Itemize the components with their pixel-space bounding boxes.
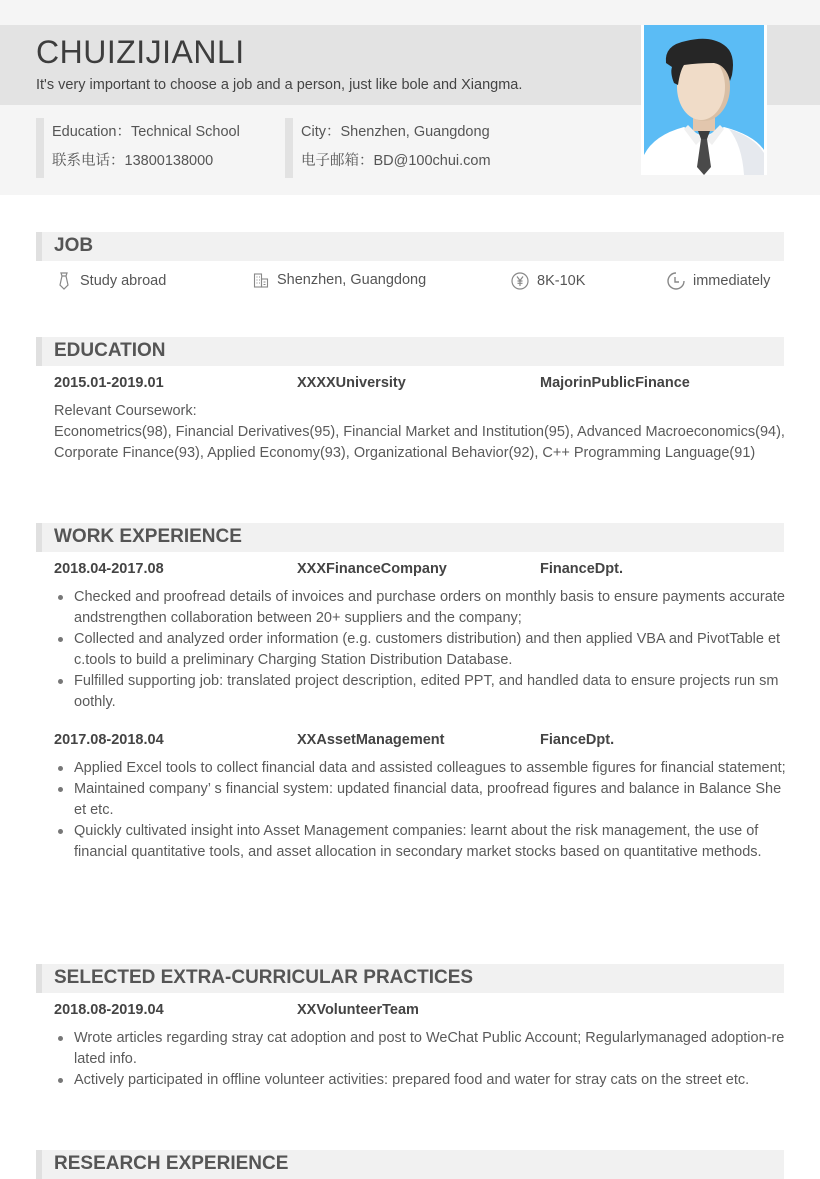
- avatar-icon: [644, 25, 764, 175]
- bullet-item: Quickly cultivated insight into Asset Management companies: learnt about the risk management, the use of financial quantitative tools, and asset allocation in secondary market stocks based on quantitative methods.: [54, 821, 786, 863]
- education-info: Education：Technical School: [52, 124, 240, 140]
- education-entry-header: [54, 375, 784, 397]
- section-practices-header: [36, 964, 784, 993]
- entry-major: MajorinPublicFinance: [540, 375, 690, 391]
- info-column-right: [285, 118, 491, 178]
- section-title: JOB: [54, 235, 94, 256]
- section-education-header: [36, 337, 784, 366]
- bullet-item: Checked and proofread details of invoices and purchase orders on monthly basis to ensure payments accurate andstrengthen collaboration between 20+ suppliers and the company;: [54, 587, 786, 629]
- work-entry-header: [54, 561, 784, 583]
- entry-date: 2017.08-2018.04: [54, 732, 164, 748]
- email-info[interactable]: 电子邮箱：BD@100chui.com: [301, 153, 491, 169]
- section-title: WORK EXPERIENCE: [54, 526, 242, 547]
- practice-entry-bullets: [54, 1028, 786, 1091]
- entry-company: XXXFinanceCompany: [297, 561, 447, 577]
- clock-icon: [667, 272, 685, 290]
- section-job-header: [36, 232, 784, 261]
- section-research-header: [36, 1150, 784, 1179]
- bullet-item: Fulfilled supporting job: translated project description, edited PPT, and handled data to ensure projects run smoothly.: [54, 671, 786, 713]
- job-availability-label: immediately: [693, 273, 771, 289]
- resume-name: CHUIZIJIANLI: [36, 34, 245, 70]
- job-location: [253, 272, 426, 288]
- coursework-list: Econometrics(98), Financial Derivatives(95), Financial Market and Institution(95), Advanced Macroeconomics(94), Corporate Finance(93), Applied Economy(93), Organizational Behavior(92), C++ Programming Language(91): [54, 424, 785, 461]
- section-work-header: [36, 523, 784, 552]
- bullet-item: Collected and analyzed order information (e.g. customers distribution) and then applied VBA and PivotTable etc.tools to build a preliminary Charging Station Distribution Database.: [54, 629, 786, 671]
- entry-department: FinanceDpt.: [540, 561, 623, 577]
- entry-date: 2018.08-2019.04: [54, 1002, 164, 1018]
- info-column-left: [36, 118, 240, 178]
- bullet-item: Applied Excel tools to collect financial data and assisted colleagues to assemble figures for financial statement;: [54, 758, 786, 779]
- work-entry-header: [54, 732, 784, 754]
- entry-organization: XXVolunteerTeam: [297, 1002, 419, 1018]
- bullet-item: Wrote articles regarding stray cat adoption and post to WeChat Public Account; Regularlymanaged adoption-related info.: [54, 1028, 786, 1070]
- building-icon: [253, 272, 269, 288]
- city-info: City：Shenzhen, Guangdong: [301, 124, 490, 140]
- phone-info: 联系电话：13800138000: [52, 153, 214, 169]
- work-entry-bullets: [54, 758, 786, 863]
- bullet-item: Actively participated in offline volunteer activities: prepared food and water for stray cats on the street etc.: [54, 1070, 786, 1091]
- resume-motto: It's very important to choose a job and a person, just like bole and Xiangma.: [36, 77, 523, 93]
- yen-circle-icon: [511, 272, 529, 290]
- job-availability: [667, 272, 770, 290]
- section-title: RESEARCH EXPERIENCE: [54, 1153, 289, 1174]
- section-title: EDUCATION: [54, 340, 166, 361]
- job-intention-row: [0, 272, 820, 296]
- entry-department: FianceDpt.: [540, 732, 615, 748]
- job-salary: [511, 272, 585, 290]
- coursework-label: Relevant Coursework:: [54, 403, 197, 419]
- work-entry-bullets: [54, 587, 786, 713]
- job-salary-label: 8K-10K: [537, 273, 586, 289]
- entry-date: 2018.04-2017.08: [54, 561, 164, 577]
- practice-entry-header: [54, 1002, 784, 1024]
- section-title: SELECTED EXTRA-CURRICULAR PRACTICES: [54, 967, 474, 988]
- job-type: [56, 272, 166, 290]
- job-location-label: Shenzhen, Guangdong: [277, 272, 427, 288]
- entry-school: XXXXUniversity: [297, 375, 406, 391]
- job-type-label: Study abroad: [80, 273, 167, 289]
- tie-icon: [56, 272, 72, 290]
- profile-photo: [641, 25, 767, 175]
- entry-date: 2015.01-2019.01: [54, 375, 164, 391]
- bullet-item: Maintained company’ s financial system: updated financial data, proofread figures and balance in Balance Sheet etc.: [54, 779, 786, 821]
- entry-company: XXAssetManagement: [297, 732, 445, 748]
